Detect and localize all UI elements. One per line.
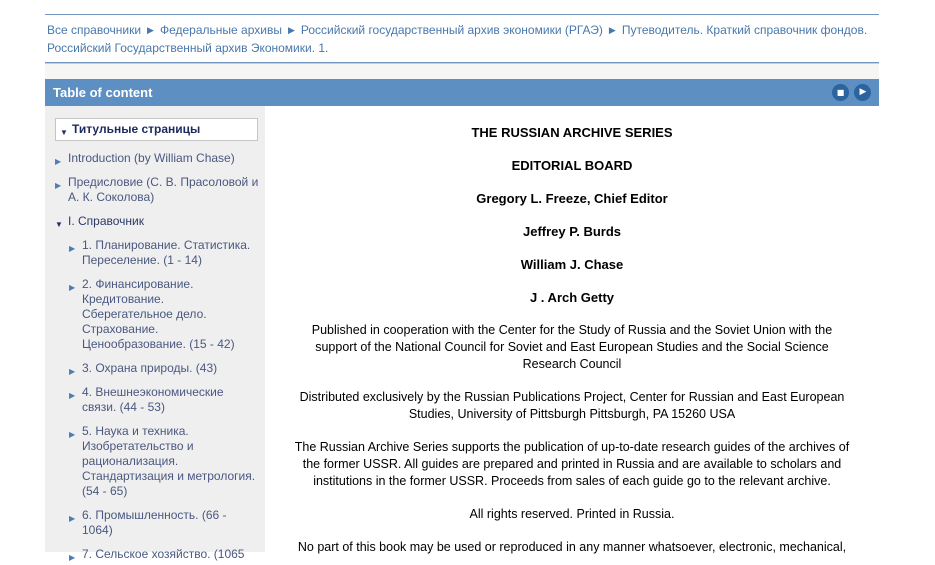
sidebar-item-label: I. Справочник — [68, 214, 144, 228]
sidebar-item-label: 5. Наука и техника. Изобретательство и рационализация. Стандартизация и метрология. (54 - 65) — [82, 424, 256, 498]
square-icon: ■ — [836, 87, 845, 97]
sidebar-item-label: 7. Сельское хозяйство. (1065 — [82, 547, 245, 561]
sidebar-item-spravochnik[interactable] — [55, 214, 259, 229]
breadcrumb-separator-icon: ▶ — [147, 25, 154, 35]
sidebar-item-label: Introduction (by William Chase) — [68, 151, 235, 165]
sidebar-item-section-4[interactable] — [69, 385, 257, 415]
sidebar-item-section-6[interactable] — [69, 508, 257, 538]
sidebar-item-section-3[interactable] — [69, 361, 257, 376]
triangle-right-icon: ▶ — [859, 87, 867, 97]
breadcrumb-separator-icon: ▶ — [608, 25, 616, 35]
sidebar-item-section-5[interactable] — [69, 424, 257, 499]
breadcrumb-link-all-guides[interactable]: Все справочники — [47, 23, 142, 37]
panel-title: Table of content — [53, 85, 153, 100]
triangle-down-icon: ▼ — [60, 128, 68, 137]
toc-sidebar — [45, 106, 265, 562]
page — [45, 0, 879, 562]
sidebar-item-label: Предисловие (С. В. Прасоловой и А. К. Соколова) — [68, 175, 259, 204]
toc-title-bar — [45, 79, 879, 106]
triangle-right-icon: ▶ — [69, 244, 76, 253]
sidebar-item-predislovie[interactable] — [55, 175, 259, 205]
triangle-down-icon: ▼ — [55, 220, 63, 229]
sidebar-item-introduction[interactable] — [55, 151, 259, 166]
panel-buttons — [832, 84, 871, 101]
content-heading: J . Arch Getty — [529, 290, 615, 305]
content-heading: Gregory L. Freeze, Chief Editor — [476, 191, 668, 206]
triangle-right-icon: ▶ — [69, 514, 76, 523]
sidebar-item-section-1[interactable] — [69, 238, 257, 268]
content-heading: William J. Chase — [520, 257, 624, 272]
sidebar-item-label: 3. Охрана природы. (43) — [82, 361, 218, 375]
triangle-right-icon: ▶ — [55, 181, 62, 190]
triangle-right-icon: ▶ — [55, 157, 62, 166]
breadcrumb-link-current-guide[interactable]: Путеводитель. Краткий справочник фондов. Российский Государственный архив Экономики. 1. — [47, 23, 868, 55]
content-paragraph: All rights reserved. Printed in Russia. — [469, 507, 675, 521]
document-content — [265, 106, 879, 552]
expand-all-button[interactable] — [854, 84, 871, 101]
sidebar-item-label: 1. Планирование. Статистика. Переселение. (1 - 14) — [82, 238, 251, 267]
content-paragraph: The Russian Archive Series supports the publication of up-to-date research guides of the archives of the former USSR. All guides are prepared and printed in Russia and are available to scholars and institutions in the former USSR. Proceeds from sales of each guide go to the relevant archive. — [294, 440, 850, 488]
triangle-right-icon: ▶ — [69, 391, 76, 400]
sidebar-item-label: 2. Финансирование. Кредитование. Сберегательное дело. Страхование. Ценообразование. (15 - 42) — [82, 277, 235, 351]
content-paragraph: No part of this book may be used or reproduced in any manner whatsoever, electronic, mechanical, — [297, 540, 847, 554]
triangle-right-icon: ▶ — [69, 430, 76, 439]
content-paragraph: Published in cooperation with the Center for the Study of Russia and the Soviet Union with the support of the National Council for Soviet and East European Studies and the Social Science Research Council — [311, 323, 833, 371]
content-heading: THE RUSSIAN ARCHIVE SERIES — [471, 125, 673, 140]
breadcrumb-link-rgae[interactable]: Российский государственный архив экономики (РГАЭ) — [300, 23, 603, 37]
sidebar-item-title-pages[interactable] — [55, 118, 258, 141]
breadcrumb-link-federal-archives[interactable]: Федеральные архивы — [159, 23, 282, 37]
sidebar-item-label: Титульные страницы — [72, 122, 201, 136]
sidebar-item-label: 4. Внешнеэкономические связи. (44 - 53) — [82, 385, 224, 414]
breadcrumb — [45, 15, 879, 62]
triangle-right-icon: ▶ — [69, 367, 76, 376]
sidebar-item-section-7[interactable] — [69, 547, 257, 562]
spacer-strip — [45, 64, 879, 79]
body-row — [45, 106, 879, 562]
triangle-right-icon: ▶ — [69, 553, 76, 562]
content-heading: EDITORIAL BOARD — [511, 158, 633, 173]
triangle-right-icon: ▶ — [69, 283, 76, 292]
content-heading: Jeffrey P. Burds — [522, 224, 622, 239]
sidebar-item-label: 6. Промышленность. (66 - 1064) — [82, 508, 227, 537]
sidebar-item-section-2[interactable] — [69, 277, 257, 352]
collapse-all-button[interactable] — [832, 84, 849, 101]
breadcrumb-separator-icon: ▶ — [287, 25, 295, 35]
content-paragraph: Distributed exclusively by the Russian Publications Project, Center for Russian and East European Studies, University of Pittsburgh Pittsburgh, PA 15260 USA — [299, 390, 845, 421]
